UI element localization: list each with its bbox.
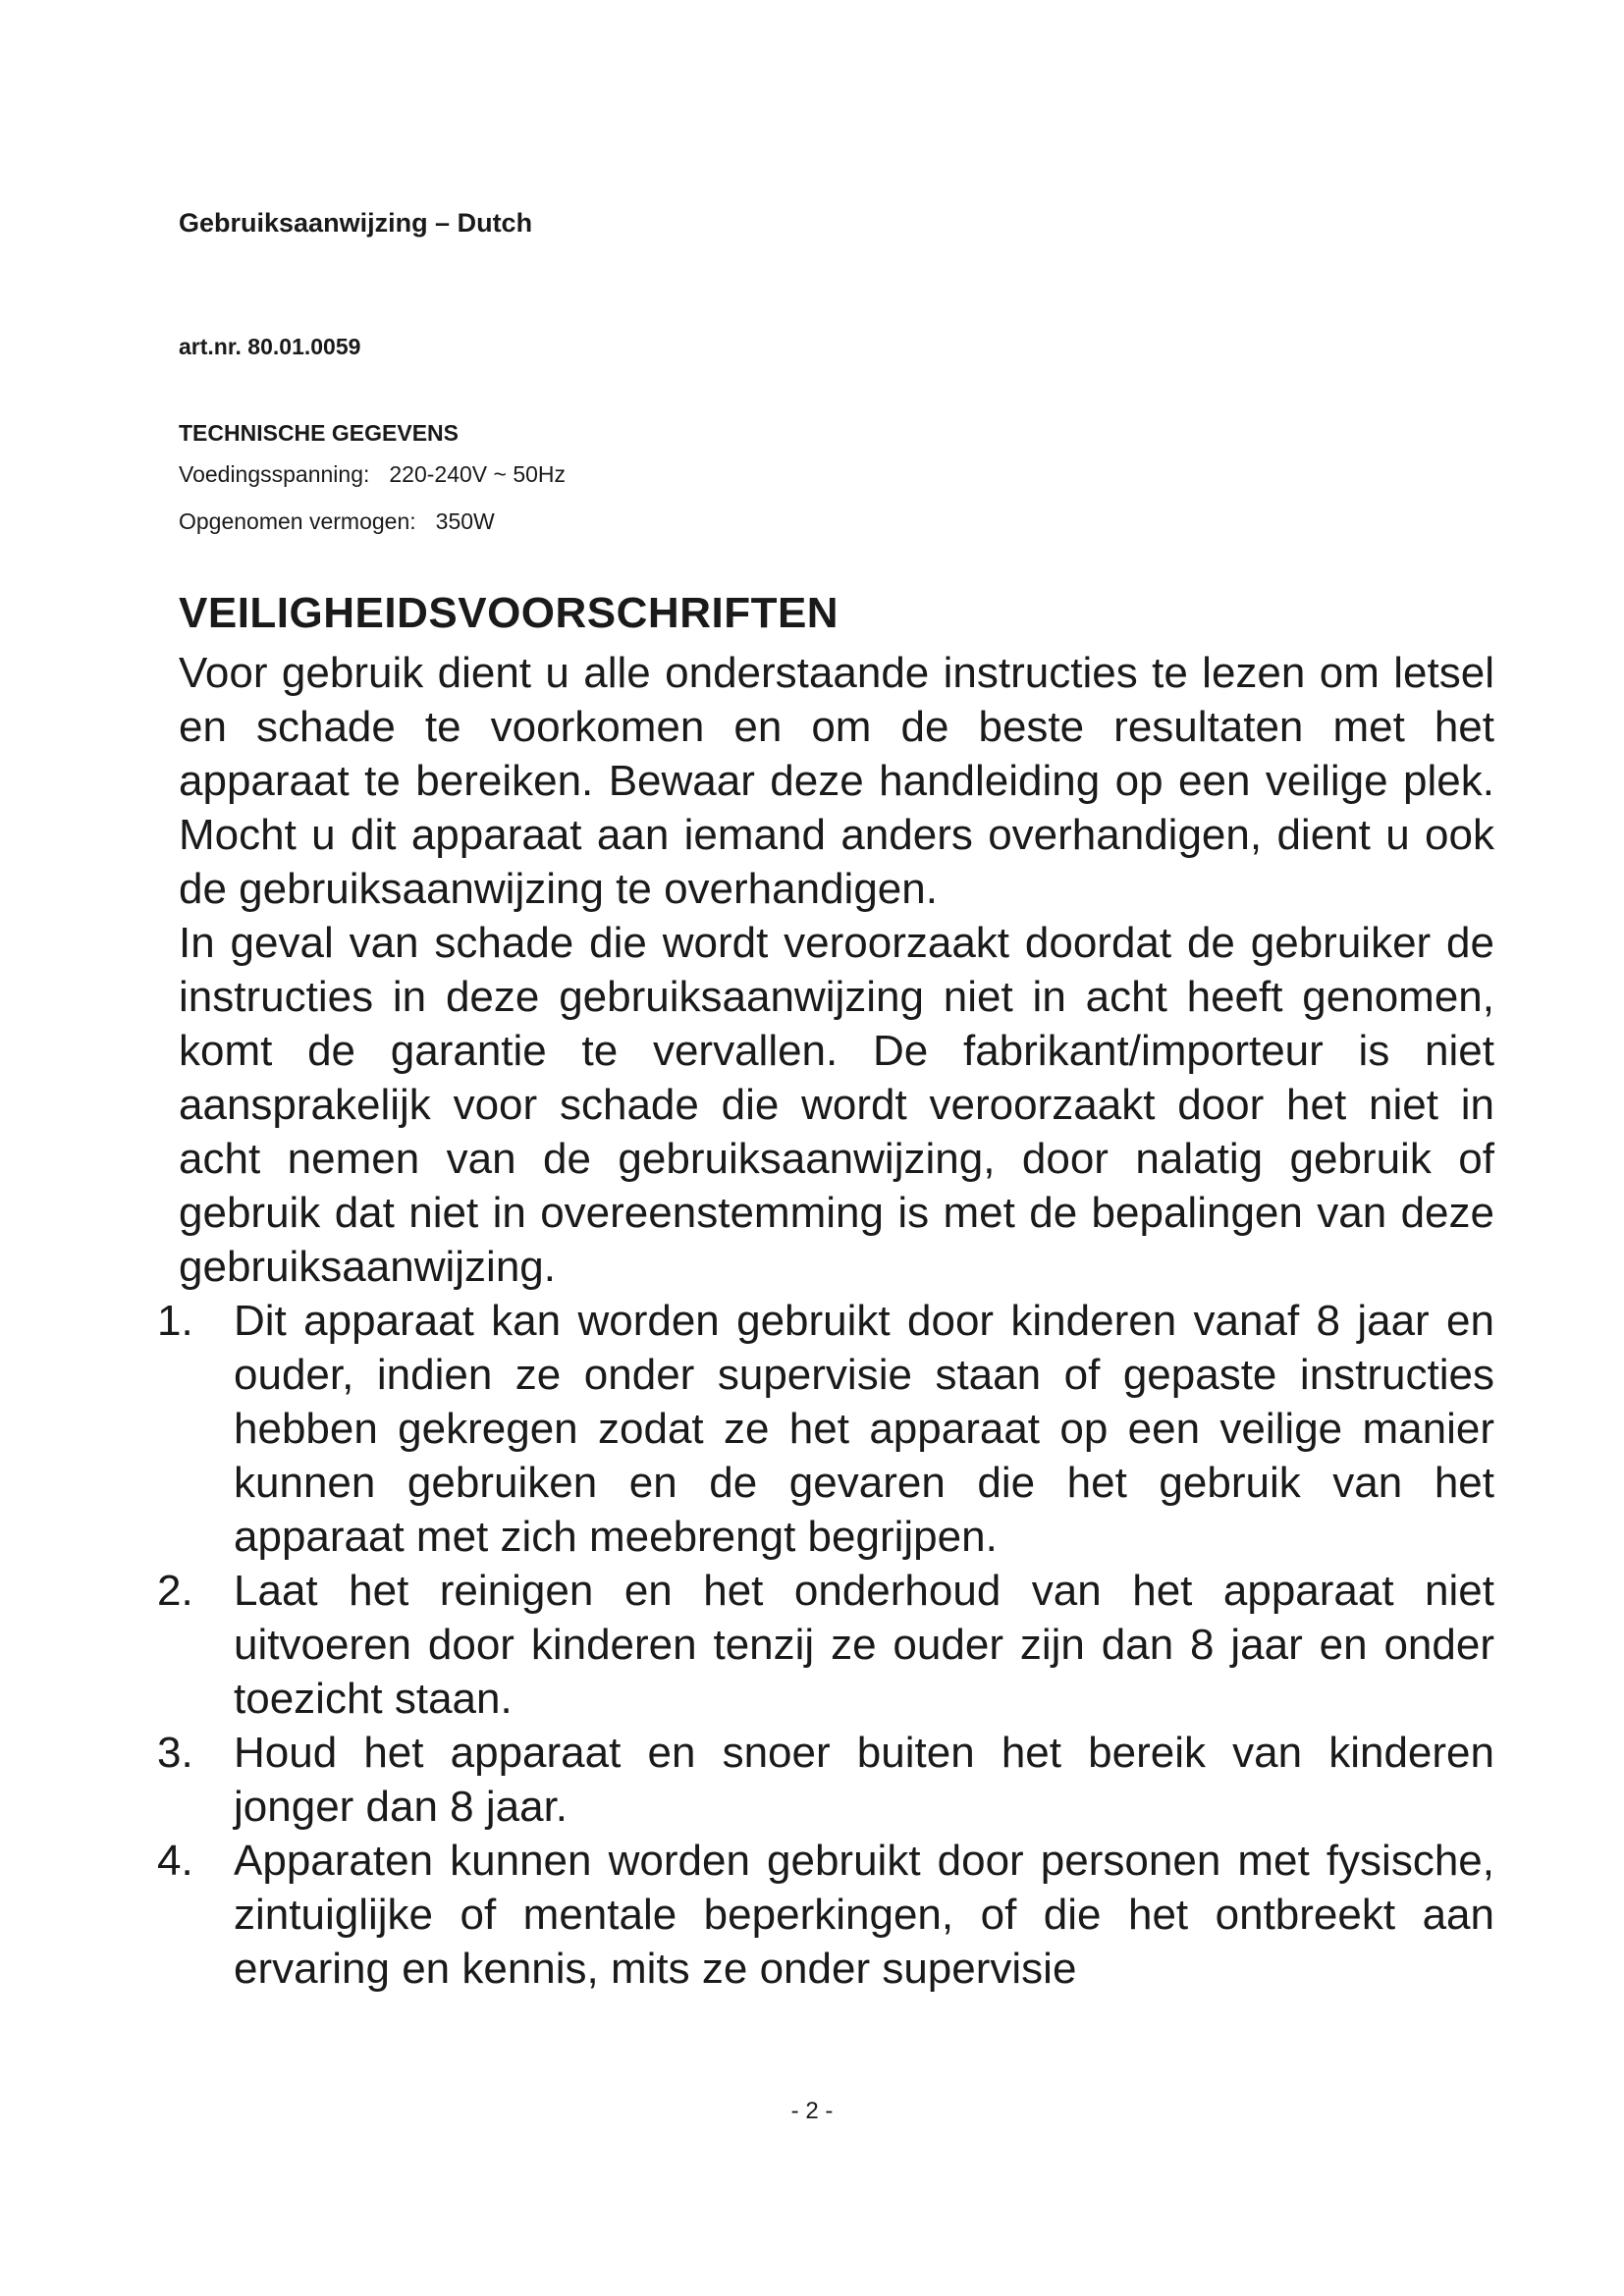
spec-row-power xyxy=(179,508,495,535)
list-item-text: Dit apparaat kan worden gebruikt door kinderen vanaf 8 jaar en ouder, indien ze onder supervisie staan of gepaste instructies hebben gekregen zodat ze het apparaat op een veilige manier kunnen gebruiken en de gevaren die het gebruik van het apparaat met zich meebrengt begrijpen. xyxy=(234,1297,1494,1561)
list-item-text: Apparaten kunnen worden gebruikt door personen met fysische, zintuiglijke of mentale beperkingen, of die het ontbreekt aan ervaring en kennis, mits ze onder supervisie xyxy=(234,1837,1494,1993)
list-item-number: 3. xyxy=(157,1729,193,1777)
spec-label: Voedingsspanning: xyxy=(179,461,370,487)
list-item-text: Houd het apparaat en snoer buiten het bereik van kinderen jonger dan 8 jaar. xyxy=(234,1729,1494,1831)
spec-label: Opgenomen vermogen: xyxy=(179,508,416,534)
list-item xyxy=(157,1726,1494,1834)
list-item-text: Laat het reinigen en het onderhoud van het apparaat niet uitvoeren door kinderen tenzij ze ouder zijn dan 8 jaar en onder toezicht staan. xyxy=(234,1567,1494,1723)
spec-value: 220-240V ~ 50Hz xyxy=(389,461,567,487)
safety-instructions-list xyxy=(157,1294,1494,1996)
document-page xyxy=(157,0,1494,2296)
spec-row-voltage xyxy=(179,461,566,488)
list-item-number: 2. xyxy=(157,1567,193,1615)
list-item-number: 4. xyxy=(157,1837,193,1885)
safety-body xyxy=(157,646,1494,1996)
safety-heading: VEILIGHEIDSVOORSCHRIFTEN xyxy=(179,589,839,637)
article-number: art.nr. 80.01.0059 xyxy=(179,334,361,359)
spec-value: 350W xyxy=(435,508,495,534)
safety-paragraph-intro: Voor gebruik dient u alle onderstaande instructies te lezen om letsel en schade te voorkomen en om de beste resultaten met het apparaat te bereiken. Bewaar deze handleiding op een veilige plek. Mocht u dit apparaat aan iemand anders overhandigen, dient u ook de gebruiksaanwijzing te overhandigen. xyxy=(179,649,1494,913)
list-item-number: 1. xyxy=(157,1297,193,1345)
safety-paragraph-liability: In geval van schade die wordt veroorzaakt doordat de gebruiker de instructies in deze gebruiksaanwijzing niet in acht heeft genomen, komt de garantie te vervallen. De fabrikant/importeur is niet aansprakelijk voor schade die wordt veroorzaakt door het niet in acht nemen van de gebruiksaanwijzing, door nalatig gebruik of gebruik dat niet in overeenstemming is met de bepalingen van deze gebruiksaanwijzing. xyxy=(179,919,1494,1291)
document-title: Gebruiksaanwijzing – Dutch xyxy=(179,208,533,238)
page-number: - 2 - xyxy=(790,2098,834,2124)
list-item xyxy=(157,1564,1494,1726)
list-item xyxy=(157,1834,1494,1996)
list-item xyxy=(157,1294,1494,1564)
technical-data-heading: TECHNISCHE GEGEVENS xyxy=(179,420,459,446)
